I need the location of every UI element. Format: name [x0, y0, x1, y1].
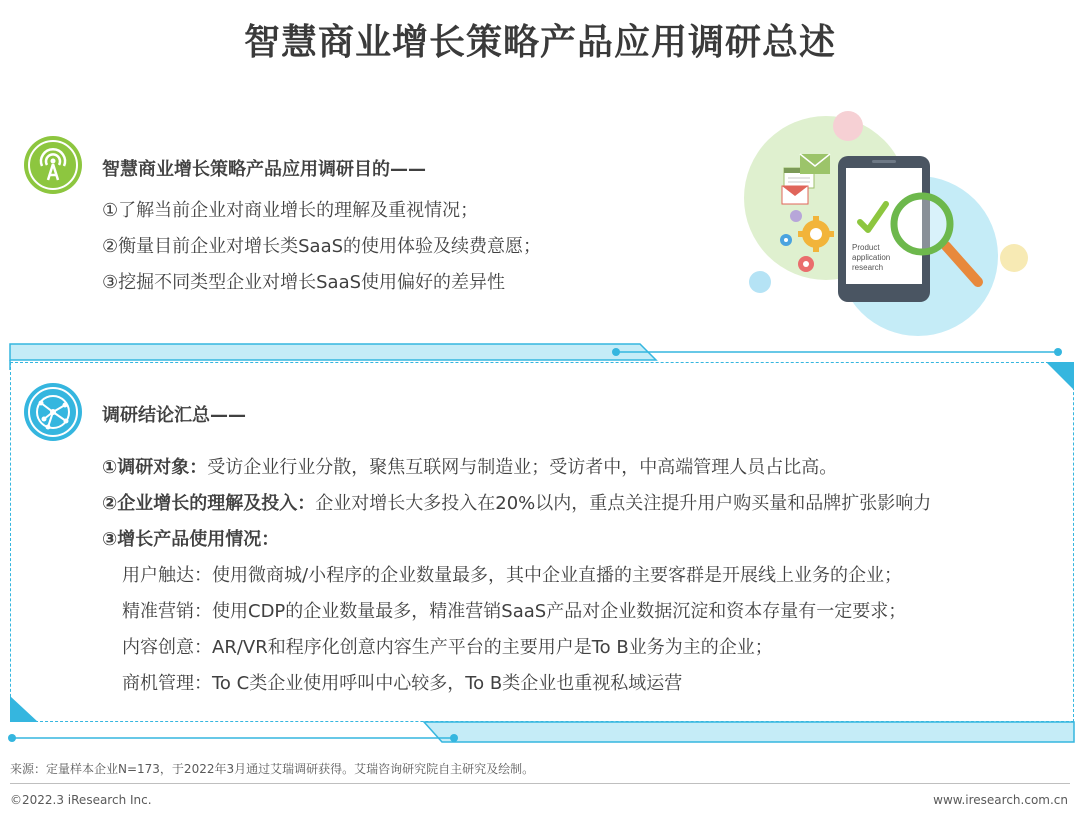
pink-dot: [833, 111, 863, 141]
conclusion-heading: 调研结论汇总——: [102, 405, 246, 426]
yellow-dot: [1000, 244, 1028, 272]
footer-divider: [10, 783, 1070, 784]
screen-line: research: [852, 263, 884, 272]
page-title: 智慧商业增长策略产品应用调研总述: [243, 22, 836, 63]
finding-label: ②企业增长的理解及投入：: [102, 493, 316, 514]
finding-row: [102, 489, 931, 515]
signal-tower-icon: [22, 134, 84, 196]
purpose-item: ③挖掘不同类型企业对增长SaaS使用偏好的差异性: [102, 272, 506, 293]
source-note: 来源：定量样本企业N=173，于2022年3月通过艾瑞调研获得。艾瑞咨询研究院自主研究及绘制。: [10, 762, 535, 776]
usage-detail: 用户触达：使用微商城/小程序的企业数量最多，其中企业直播的主要客群是开展线上业务的企业；: [122, 565, 903, 586]
purple-dot: [790, 210, 802, 222]
finding-row: [102, 453, 837, 479]
screen-line: application: [852, 253, 891, 262]
copyright: ©2022.3 iResearch Inc.: [10, 793, 152, 807]
finding-text: 企业对增长大多投入在20%以内，重点关注提升用户购买量和品牌扩张影响力: [315, 493, 932, 514]
panel-bottom-decoration: [0, 716, 1080, 746]
gear-icon: [780, 234, 792, 246]
product-research-illustration: [738, 106, 1038, 338]
globe-network-icon: [22, 381, 84, 443]
finding-label: ③增长产品使用情况：: [102, 529, 280, 550]
gear-icon: [798, 256, 814, 272]
usage-detail: 商机管理：To C类企业使用呼叫中心较多，To B类企业也重视私域运营: [122, 673, 683, 694]
mail-icon: [782, 186, 808, 204]
purpose-item: ①了解当前企业对商业增长的理解及重视情况；: [102, 200, 479, 221]
mail-icon: [800, 154, 830, 174]
usage-detail: 精准营销：使用CDP的企业数量最多，精准营销SaaS产品对企业数据沉淀和资本存量有一定要求；: [122, 601, 907, 622]
panel-corner-top-right: [1046, 362, 1080, 396]
purpose-item: ②衡量目前企业对增长类SaaS的使用体验及续费意愿；: [102, 236, 542, 257]
website-link[interactable]: www.iresearch.com.cn: [933, 793, 1068, 807]
finding-text: 受访企业行业分散，聚焦互联网与制造业；受访者中，中高端管理人员占比高。: [207, 457, 838, 478]
screen-line: Product: [852, 243, 880, 252]
finding-label: ①调研对象：: [102, 457, 208, 478]
purpose-heading: 智慧商业增长策略产品应用调研目的——: [102, 159, 426, 180]
usage-detail: 内容创意：AR/VR和程序化创意内容生产平台的主要用户是To B业务为主的企业；: [122, 637, 773, 658]
finding-row: [102, 525, 279, 551]
blue-dot: [749, 271, 771, 293]
